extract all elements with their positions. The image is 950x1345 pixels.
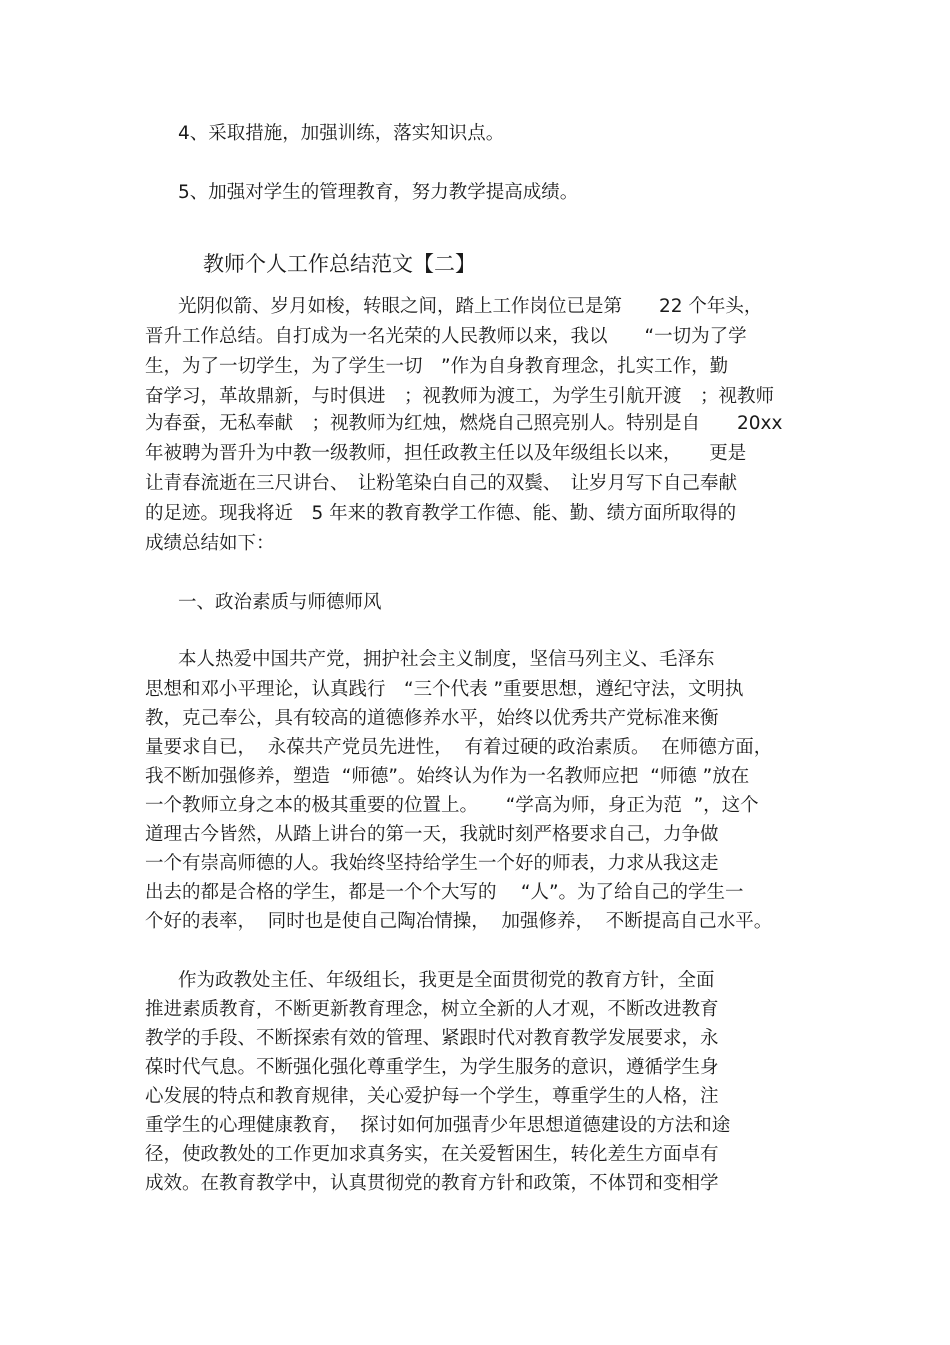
paragraph-line: 作为政教处主任、年级组长，我更是全面贯彻党的教育方针，全面	[178, 970, 715, 991]
list-item-5: 5、加强对学生的管理教育，努力教学提高成绩。	[178, 182, 579, 203]
paragraph-line: 为春蚕，无私奉献 ；视教师为红烛，燃烧自己照亮别人。特别是自 20xx	[145, 413, 783, 434]
paragraph-line: 个好的表率， 同时也是使自己陶冶情操， 加强修养， 不断提高自己水平。	[145, 911, 773, 932]
paragraph-line: 本人热爱中国共产党，拥护社会主义制度，坚信马列主义、毛泽东	[178, 649, 715, 670]
paragraph-line: 的足迹。现我将近 5 年来的教育教学工作德、能、勤、绩方面所取得的	[145, 503, 737, 524]
paragraph-line: 年被聘为晋升为中教一级教师，担任政教主任以及年级组长以来， 更是	[145, 443, 747, 464]
paragraph-line: 葆时代气息。不断强化强化尊重学生，为学生服务的意识，遵循学生身	[145, 1057, 719, 1078]
section-title-politics: 一、政治素质与师德师风	[178, 592, 382, 613]
paragraph-line: 晋升工作总结。自打成为一名光荣的人民教师以来，我以 “一切为了学	[145, 326, 747, 347]
paragraph-line: 教学的手段、不断探索有效的管理、紧跟时代对教育教学发展要求，永	[145, 1028, 719, 1049]
paragraph-line: 生，为了一切学生，为了学生一切 ”作为自身教育理念，扎实工作，勤	[145, 356, 729, 377]
paragraph-line: 思想和邓小平理论，认真践行 “三个代表 ”重要思想，遵纪守法，文明执	[145, 679, 744, 700]
paragraph-line: 径，使政教处的工作更加求真务实，在关爱暂困生，转化差生方面卓有	[145, 1144, 719, 1165]
paragraph-line: 奋学习，革故鼎新，与时俱进 ；视教师为渡工，为学生引航开渡 ；视教师	[145, 386, 775, 407]
paragraph-line: 推进素质教育，不断更新教育理念，树立全新的人才观，不断改进教育	[145, 999, 719, 1020]
paragraph-line: 光阴似箭、岁月如梭，转眼之间，踏上工作岗位已是第 22 个年头，	[178, 296, 763, 317]
section-heading: 教师个人工作总结范文【二】	[203, 252, 476, 276]
paragraph-line: 出去的都是合格的学生，都是一个个大写的 “人”。为了给自己的学生一	[145, 882, 744, 903]
paragraph-line: 一个有崇高师德的人。我始终坚持给学生一个好的师表，力求从我这走	[145, 853, 719, 874]
paragraph-line: 教，克己奉公，具有较高的道德修养水平，始终以优秀共产党标准来衡	[145, 708, 719, 729]
paragraph-line: 心发展的特点和教育规律，关心爱护每一个学生，尊重学生的人格，注	[145, 1086, 719, 1107]
paragraph-line: 道理古今皆然，从踏上讲台的第一天，我就时刻严格要求自己，力争做	[145, 824, 719, 845]
paragraph-line: 成绩总结如下：	[145, 533, 275, 554]
list-item-4: 4、采取措施，加强训练，落实知识点。	[178, 123, 505, 144]
paragraph-line: 重学生的心理健康教育， 探讨如何加强青少年思想道德建设的方法和途	[145, 1115, 731, 1136]
paragraph-line: 让青春流逝在三尺讲台、 让粉笔染白自己的双鬓、 让岁月写下自己奉献	[145, 473, 738, 494]
paragraph-line: 成效。在教育教学中，认真贯彻党的教育方针和政策，不体罚和变相学	[145, 1173, 719, 1194]
paragraph-line: 量要求自已， 永葆共产党员先进性， 有着过硬的政治素质。 在师德方面，	[145, 737, 773, 758]
paragraph-line: 一个教师立身之本的极其重要的位置上。 “学高为师，身正为范 ”，这个	[145, 795, 759, 816]
paragraph-line: 我不断加强修养，塑造 “师德”。始终认为作为一名教师应把 “师德 ”放在	[145, 766, 750, 787]
